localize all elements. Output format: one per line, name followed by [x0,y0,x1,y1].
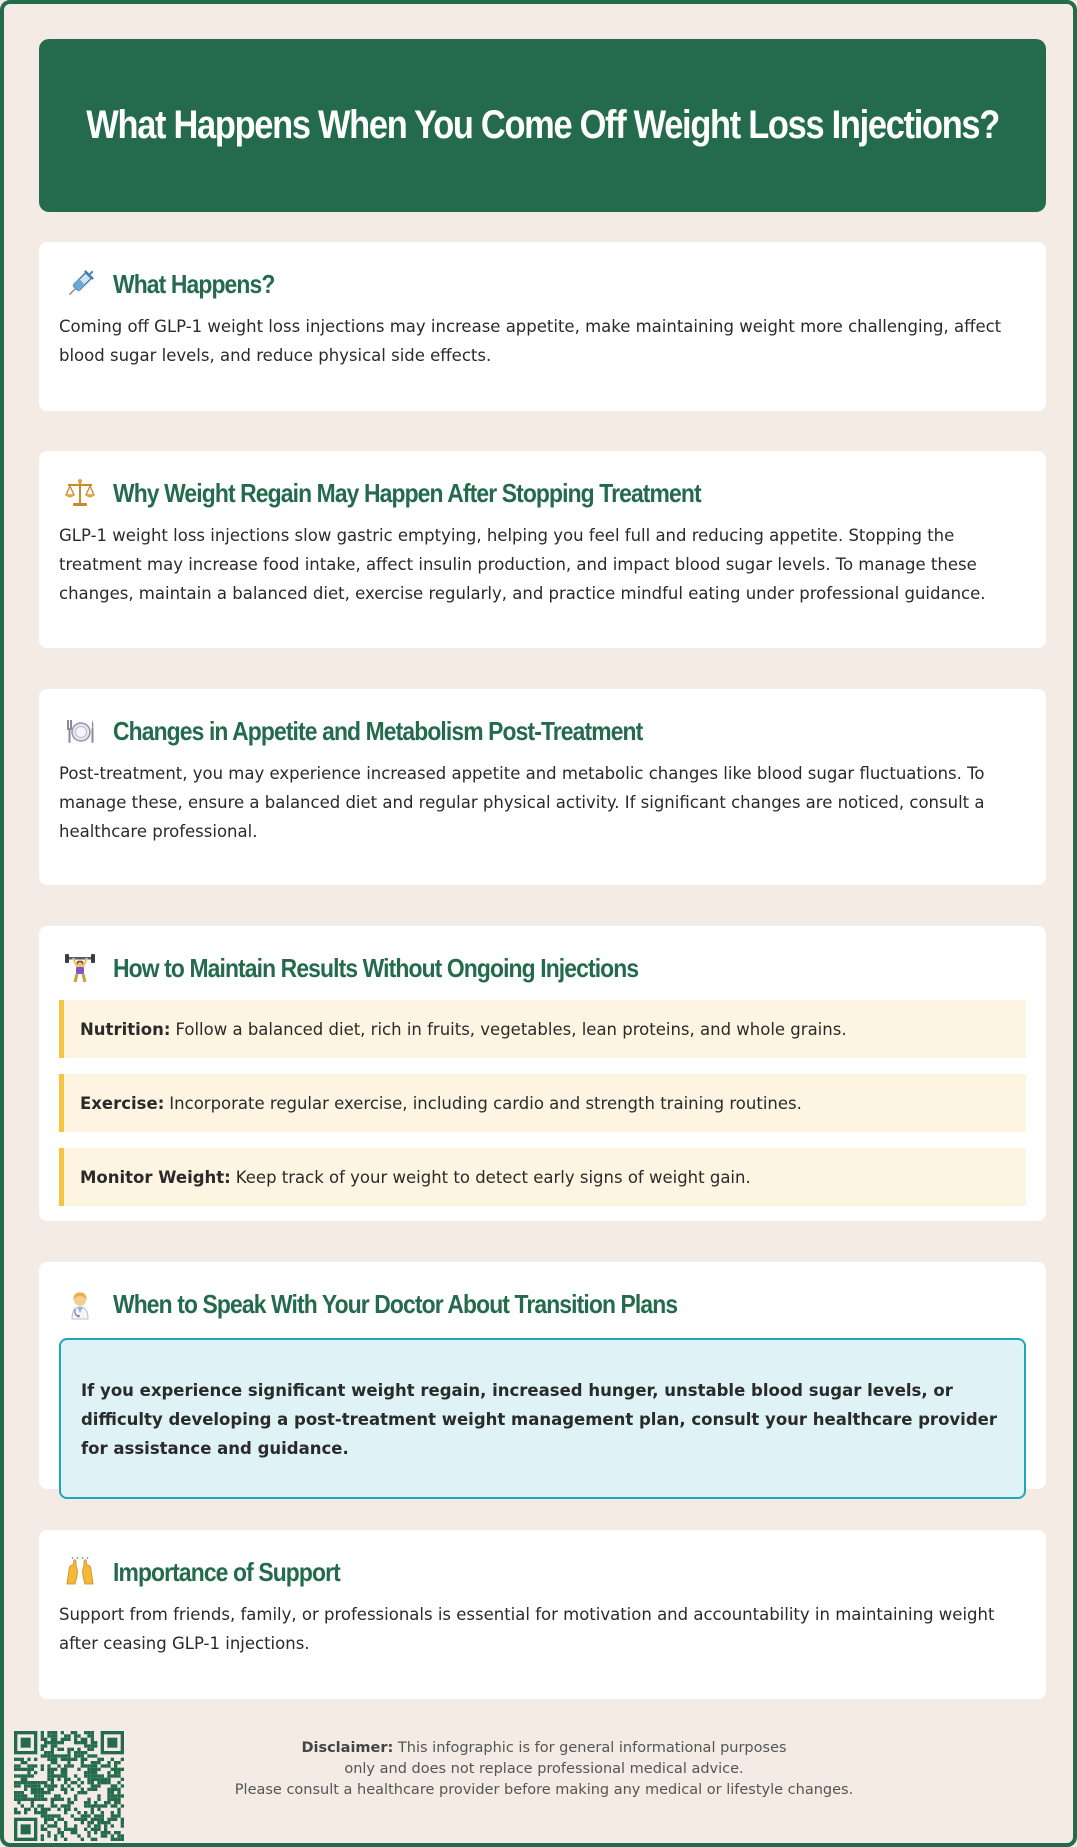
disclaimer [234,1738,854,1801]
syringe-icon [63,267,97,301]
section-card-weight-regain [39,451,1046,648]
section-body: Coming off GLP-1 weight loss injections may increase appetite, make maintaining weight more challenging, affect blood sugar levels, and reduce physical side effects. [59,317,1002,365]
section-title: When to Speak With Your Doctor About Transition Plans [113,1288,678,1319]
section-header [59,711,1026,751]
balance-scale-icon [63,476,97,510]
tip-label: Monitor Weight: [80,1167,231,1187]
tip-label: Nutrition: [80,1019,171,1039]
tip-text: Keep track of your weight to detect early signs of weight gain. [235,1167,751,1187]
disclaimer-line-2: only and does not replace professional medical advice. [344,1761,744,1777]
section-title: Why Weight Regain May Happen After Stopping Treatment [113,477,701,508]
section-title: How to Maintain Results Without Ongoing Injections [113,952,639,983]
tip-label: Exercise: [80,1093,165,1113]
section-body: Post-treatment, you may experience increased appetite and metabolic changes like blood sugar fluctuations. To manage these, ensure a balanced diet and regular physical activity. If significant changes are noticed, consult a healthcare professional. [59,764,985,841]
tip-text: Follow a balanced diet, rich in fruits, vegetables, lean proteins, and whole grains. [175,1019,847,1039]
section-card-importance-of-support [39,1530,1046,1699]
disclaimer-line-1: This infographic is for general informational purposes [397,1740,787,1756]
section-header [59,1284,1026,1324]
section-header [59,264,1026,304]
doctor-icon [63,1287,97,1321]
section-body: GLP-1 weight loss injections slow gastric emptying, helping you feel full and reducing appetite. Stopping the treatment may increase food intake, affect insulin production, and impact blood sugar levels. To manage these changes, maintain a balanced diet, exercise regularly, and practice mindful eating under professional guidance. [59,526,986,603]
section-title: Changes in Appetite and Metabolism Post-Treatment [113,715,643,746]
doctor-alert-box: If you experience significant weight regain, increased hunger, unstable blood sugar levels, or difficulty developing a post-treatment weight management plan, consult your healthcare provider for assistance and guidance. [59,1338,1026,1499]
footer [4,1729,1077,1847]
section-body: Support from friends, family, or professionals is essential for motivation and accountability in maintaining weight after ceasing GLP-1 injections. [59,1605,995,1653]
section-title: Importance of Support [113,1556,340,1587]
plate-cutlery-icon [63,714,97,748]
page-title: What Happens When You Come Off Weight Loss Injections? [86,103,999,147]
tip-item-exercise [59,1074,1026,1132]
section-header [59,473,1026,513]
raised-hands-icon [63,1555,97,1589]
section-header [59,1552,1026,1592]
tips-list [59,1000,1026,1206]
section-card-what-happens [39,242,1046,411]
weightlifter-icon [63,951,97,985]
section-title: What Happens? [113,268,275,299]
header-banner [39,39,1046,212]
disclaimer-line-3: Please consult a healthcare provider before making any medical or lifestyle changes. [234,1782,854,1798]
tip-item-monitor-weight [59,1148,1026,1206]
section-card-maintain-results [39,926,1046,1221]
section-card-appetite-metabolism [39,689,1046,885]
section-card-speak-with-doctor [39,1262,1046,1489]
disclaimer-label: Disclaimer: [301,1740,394,1756]
tip-text: Incorporate regular exercise, including cardio and strength training routines. [169,1093,802,1113]
tip-item-nutrition [59,1000,1026,1058]
qr-code[interactable] [14,1731,124,1841]
section-header [59,948,1026,988]
